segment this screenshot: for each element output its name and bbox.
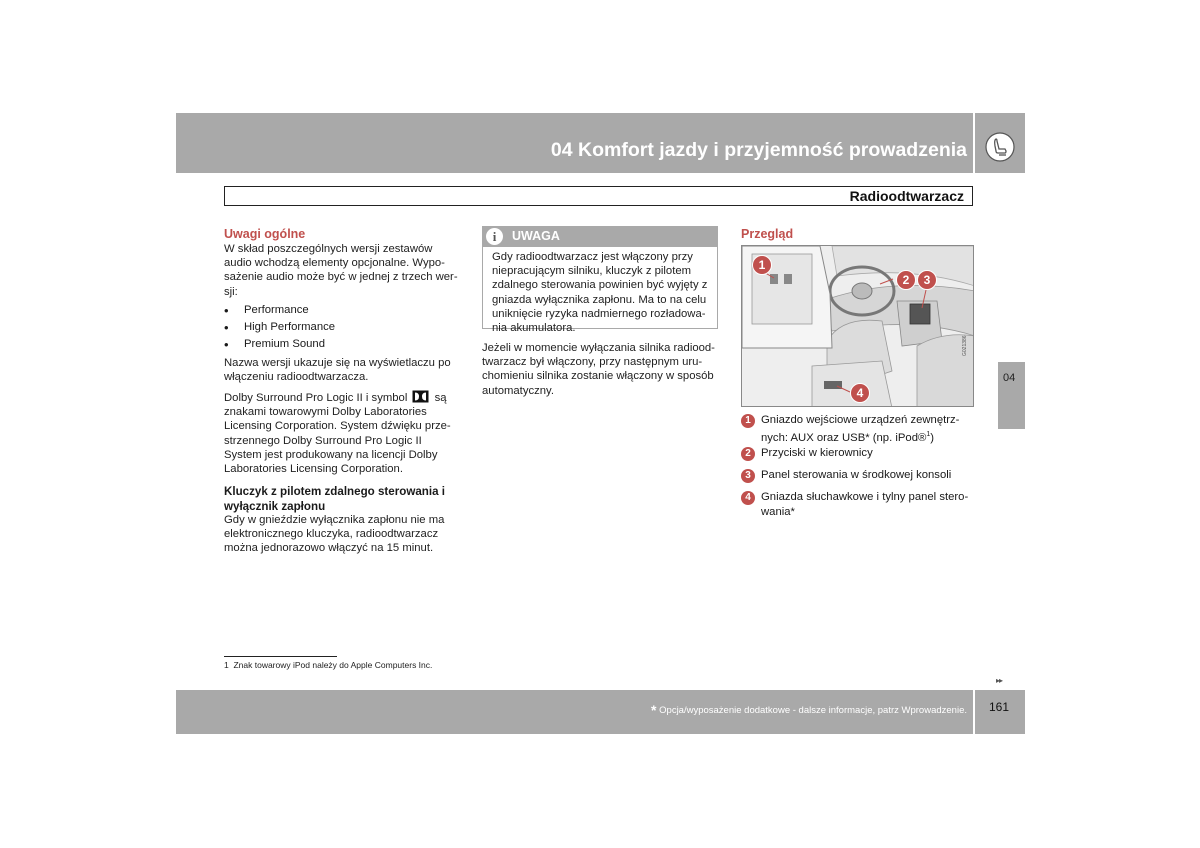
text-line: niepracującym silniku, kluczyk z pilotem — [492, 265, 692, 278]
text-line: chomieniu silnika zostanie włączony w sposób — [482, 370, 714, 383]
text-line: Licensing Corporation. System dźwięku prze- — [224, 420, 451, 433]
figure-badge-1: 1 — [752, 255, 772, 275]
legend-badge: 1 — [741, 414, 755, 428]
page-number-box — [975, 690, 1025, 734]
figure-badge-3: 3 — [917, 270, 937, 290]
text-line: gniazda wyłącznika zapłonu. Ma to na celu — [492, 293, 707, 306]
text-line: wyłącznik zapłonu — [224, 499, 326, 513]
text-line: Laboratories Licensing Corporation. — [224, 463, 403, 476]
figure-badge-4: 4 — [850, 383, 870, 403]
text-line: Jeżeli w momencie wyłączania silnika radiood- — [482, 342, 715, 354]
section-title: Radioodtwarzacz — [849, 188, 964, 204]
warning-box — [482, 246, 718, 335]
page-number: 161 — [989, 700, 1010, 714]
warning-title: UWAGA — [512, 229, 560, 243]
key-heading — [224, 485, 469, 514]
bullet-icon: • — [224, 320, 229, 335]
intro-paragraph — [224, 242, 464, 299]
text-line: znakami towarowymi Dolby Laboratories — [224, 406, 427, 419]
figure-code: G021386 — [962, 335, 968, 356]
dolby-icon — [412, 390, 429, 403]
footnote: 1 Znak towarowy iPod należy do Apple Computers Inc. — [224, 660, 433, 670]
text-line: Gdy w gnieździe wyłącznika zapłonu nie ma — [224, 514, 445, 526]
version-paragraph — [224, 356, 464, 384]
figure-legend: 1 Gniazdo wejściowe urządzeń zewnętrz- nych: AUX oraz USB* (np. iPod®$^1$) 2 Przyciski w kierownicy 3 Panel sterowania w środkowej konsoli 4 Gniazda słuchawkowe i tylny panel stero- wania* — [741, 413, 981, 523]
info-icon: i — [486, 228, 503, 245]
text-line: zdalnego sterowania powinien być wyjęty z — [492, 279, 708, 292]
key-paragraph — [224, 513, 464, 556]
warning-text — [492, 250, 716, 335]
continue-arrow-icon: ▸▸ — [996, 676, 1003, 685]
chapter-side-tab — [998, 362, 1025, 429]
text-line: System jest produkowany na licencji Dolby — [224, 448, 438, 461]
text-line: twarzacz był włączony, przy następnym uru- — [482, 356, 703, 369]
text-line: strzennego Dolby Surround Pro Logic II — [224, 434, 422, 447]
side-tab-label: 04 — [1003, 372, 1016, 384]
legend-badge: 3 — [741, 469, 755, 483]
seat-icon — [985, 132, 1015, 162]
chapter-title: 04 Komfort jazdy i przyjemność prowadzenia — [550, 139, 967, 161]
text-line: W skład poszczególnych wersji zestawów — [224, 243, 433, 255]
text-line: automatyczny. — [482, 384, 554, 397]
chapter-header — [176, 113, 973, 173]
bullet-icon: • — [224, 303, 229, 318]
legend-badge: 4 — [741, 491, 755, 505]
text-line: audio wchodzą elementy opcjonalne. Wypo- — [224, 257, 445, 270]
auto-on-paragraph — [482, 341, 727, 398]
text-line: można jednorazowo włączyć na 15 minut. — [224, 542, 434, 555]
text-line: nia akumulatora. — [492, 322, 576, 335]
text-line: Nazwa wersji ukazuje się na wyświetlaczu po — [224, 357, 451, 369]
section-title-box — [224, 186, 973, 206]
chapter-icon-box — [975, 113, 1025, 173]
audio-version-list: • Performance • High Performance • Premium Sound — [224, 303, 336, 352]
footer-note: * Opcja/wyposażenie dodatkowe - dalsze informacje, patrz Wprowadzenie. — [651, 702, 967, 718]
text-line: uniknięcie ryzyka nadmiernego rozładowa- — [492, 307, 706, 320]
text-line: włączeniu radioodtwarzacza. — [224, 371, 369, 384]
text-line: Dolby Surround Pro Logic II i symbol są — [224, 392, 447, 404]
text-line: elektronicznego kluczyka, radioodtwarzacz — [224, 528, 439, 541]
footnote-divider — [224, 656, 337, 657]
legend-badge: 2 — [741, 447, 755, 461]
page-footer — [176, 690, 973, 734]
warning-header — [482, 226, 718, 246]
dolby-paragraph — [224, 390, 464, 476]
text-line: Kluczyk z pilotem zdalnego sterowania i — [224, 485, 445, 498]
text-line: Gdy radioodtwarzacz jest włączony przy — [492, 251, 693, 263]
general-notes-heading: Uwagi ogólne — [224, 227, 306, 241]
text-line: sażenie audio może być w jednej z trzech wer- — [224, 271, 458, 284]
overview-heading: Przegląd — [741, 227, 794, 241]
text-line: sji: — [224, 285, 238, 298]
car-interior-figure — [741, 245, 974, 407]
bullet-icon: • — [224, 337, 229, 352]
figure-badge-2: 2 — [896, 270, 916, 290]
